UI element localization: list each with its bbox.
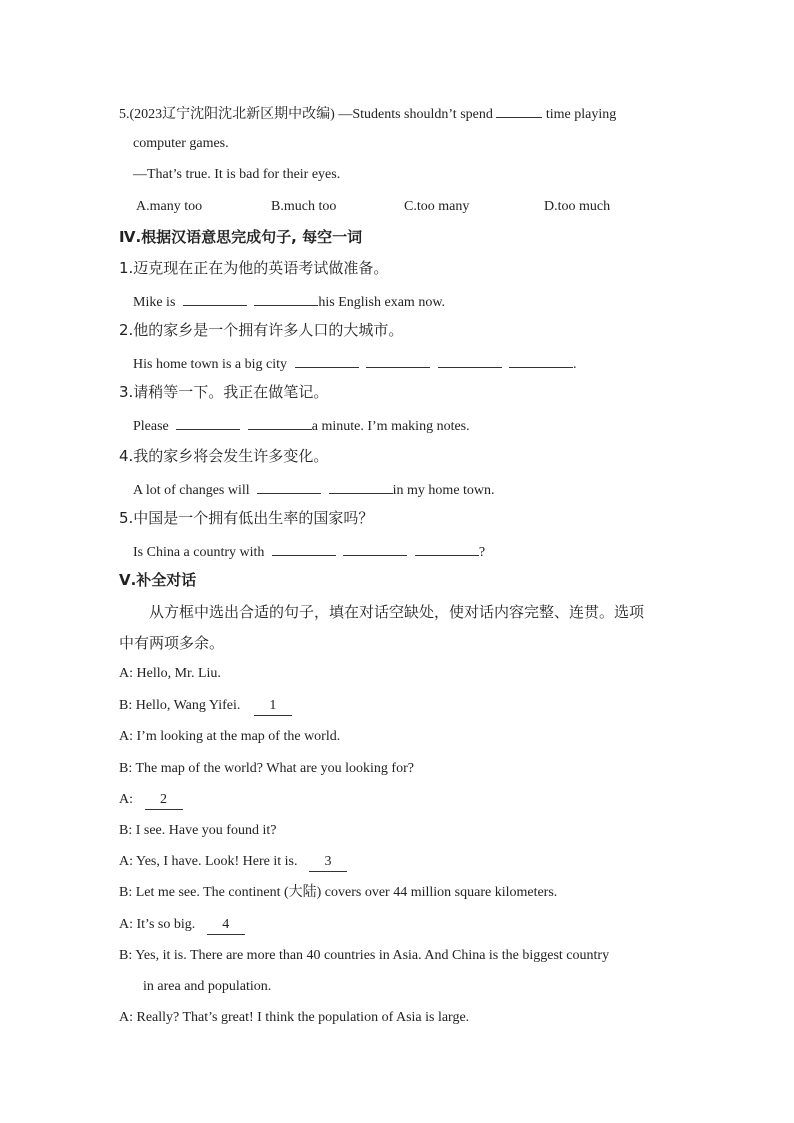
dialogue-line: B: Hello, Wang Yifei. 1 (119, 697, 292, 716)
s4-item2-en: His home town is a big city . (133, 353, 577, 374)
mc5-question-text: 5.(2023辽宁沈阳沈北新区期中改编) —Students shouldn’t spend (119, 107, 493, 122)
s4-item3-zh: 3.请稍等一下。我正在做笔记。 (119, 383, 329, 401)
answer-blank[interactable] (366, 353, 430, 368)
option-c[interactable]: C.too many (404, 199, 470, 214)
dialogue-line: A: Yes, I have. Look! Here it is. 3 (119, 853, 347, 872)
dialogue-line: A: 2 (119, 791, 183, 810)
dialogue-line: B: Let me see. The continent (大陆) covers over 44 million square kilometers. (119, 885, 558, 900)
answer-blank[interactable] (272, 541, 336, 556)
dialogue-blank[interactable]: 1 (254, 697, 292, 716)
answer-blank[interactable] (257, 479, 321, 494)
mc5-question-text-end: time playing (545, 107, 617, 122)
answer-blank[interactable] (248, 415, 312, 430)
section4-heading: Ⅳ.根据汉语意思完成句子, 每空一词 (119, 228, 363, 246)
answer-blank[interactable] (438, 353, 502, 368)
dialogue-line: A: It’s so big. 4 (119, 916, 245, 935)
answer-blank[interactable] (496, 103, 542, 118)
s4-item1-zh: 1.迈克现在正在为他的英语考试做准备。 (119, 259, 389, 277)
s4-item5-zh: 5.中国是一个拥有低出生率的国家吗？ (119, 509, 374, 527)
s4-item3-en: Please a minute. I’m making notes. (133, 415, 470, 436)
dialogue-line: in area and population. (143, 979, 272, 994)
dialogue-blank[interactable]: 3 (309, 853, 347, 872)
dialogue-line: A: I’m looking at the map of the world. (119, 729, 341, 744)
option-a[interactable]: A.many too (136, 199, 203, 214)
dialogue-line: B: The map of the world? What are you looking for? (119, 761, 414, 776)
section5-instruction-line1: 从方框中选出合适的句子，填在对话空缺处，使对话内容完整、连贯。选项 (149, 603, 645, 621)
mc5-line1 (119, 103, 616, 124)
answer-blank[interactable] (329, 479, 393, 494)
answer-blank[interactable] (254, 291, 318, 306)
answer-blank[interactable] (343, 541, 407, 556)
dialogue-blank[interactable]: 4 (207, 916, 245, 935)
answer-blank[interactable] (176, 415, 240, 430)
answer-blank[interactable] (509, 353, 573, 368)
dialogue-line: B: Yes, it is. There are more than 40 countries in Asia. And China is the biggest country (119, 948, 610, 963)
answer-blank[interactable] (415, 541, 479, 556)
dialogue-line: B: I see. Have you found it? (119, 823, 277, 838)
s4-item4-en: A lot of changes will in my home town. (133, 479, 495, 500)
answer-blank[interactable] (183, 291, 247, 306)
dialogue-line: A: Really? That’s great! I think the population of Asia is large. (119, 1010, 470, 1025)
s4-item2-zh: 2.他的家乡是一个拥有许多人口的大城市。 (119, 321, 404, 339)
option-d[interactable]: D.too much (544, 199, 611, 214)
section5-heading: Ⅴ.补全对话 (119, 571, 197, 589)
s4-item1-en: Mike is his English exam now. (133, 291, 445, 312)
s4-item4-zh: 4.我的家乡将会发生许多变化。 (119, 447, 329, 465)
s4-item5-en: Is China a country with ? (133, 541, 485, 562)
dialogue-blank[interactable]: 2 (145, 791, 183, 810)
option-b[interactable]: B.much too (271, 199, 337, 214)
mc5-line3: —That’s true. It is bad for their eyes. (133, 167, 341, 182)
section5-instruction-line2: 中有两项多余。 (119, 634, 225, 652)
answer-blank[interactable] (295, 353, 359, 368)
mc5-line2: computer games. (133, 136, 229, 151)
dialogue-line: A: Hello, Mr. Liu. (119, 666, 221, 681)
